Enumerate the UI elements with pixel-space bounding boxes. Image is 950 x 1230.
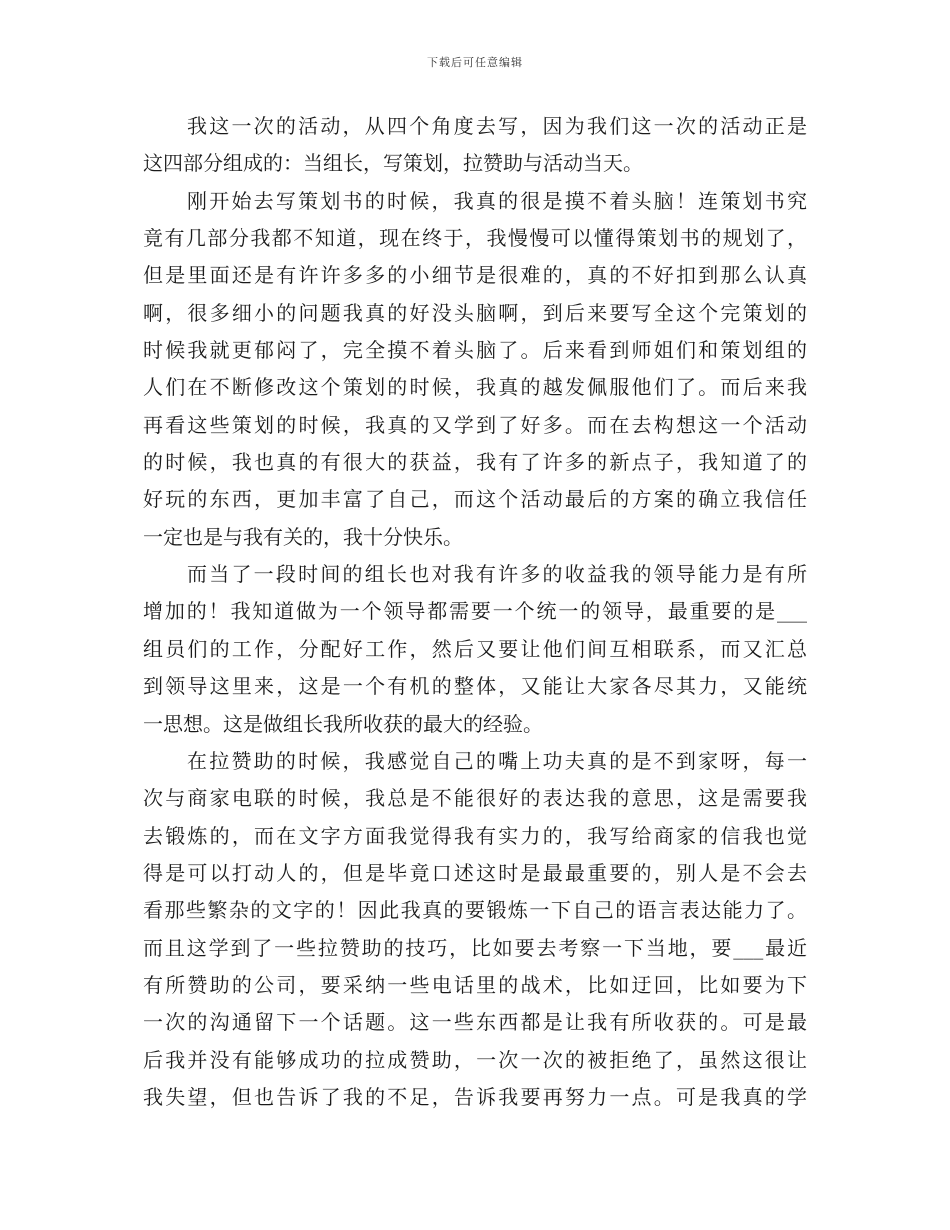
- text-line: 再看这些策划的时候，我真的又学到了好多。而在去构想这一个活动: [143, 412, 807, 437]
- text-line: 后我并没有能够成功的拉成赞助，一次一次的被拒绝了，虽然这很让: [143, 1047, 807, 1072]
- text-line: 而当了一段时间的组长也对我有许多的收益我的领导能力是有所: [187, 562, 807, 587]
- text-line: 一思想。这是做组长我所收获的最大的经验。: [143, 711, 543, 736]
- text-line: 啊，很多细小的问题我真的好没头脑啊，到后来要写全这个完策划的: [143, 300, 807, 325]
- body-text: [143, 108, 807, 1116]
- text-line: 看那些繁杂的文字的！因此我真的要锻炼一下自己的语言表达能力了。: [143, 898, 807, 923]
- page-header: 下载后可任意编辑: [427, 56, 523, 69]
- text-line: 次与商家电联的时候，我总是不能很好的表达我的意思，这是需要我: [143, 786, 807, 811]
- text-line: 有所赞助的公司，要采纳一些电话里的战术，比如迂回，比如要为下: [143, 972, 807, 997]
- text-line: 一定也是与我有关的，我十分快乐。: [143, 524, 463, 549]
- text-line: 竟有几部分我都不知道，现在终于，我慢慢可以懂得策划书的规划了，: [143, 226, 807, 251]
- text-line: 我这一次的活动，从四个角度去写，因为我们这一次的活动正是: [187, 114, 807, 138]
- text-line: 时候我就更郁闷了，完全摸不着头脑了。后来看到师姐们和策划组的: [143, 338, 807, 363]
- text-line: 一次的沟通留下一个话题。这一些东西都是让我有所收获的。可是最: [143, 1010, 807, 1035]
- text-line: 增加的！我知道做为一个领导都需要一个统一的领导，最重要的是___: [143, 599, 807, 624]
- text-line: 这四部分组成的：当组长，写策划，拉赞助与活动当天。: [143, 151, 643, 176]
- text-line: 我失望，但也告诉了我的不足，告诉我要再努力一点。可是我真的学: [143, 1084, 807, 1109]
- text-line: 在拉赞助的时候，我感觉自己的嘴上功夫真的是不到家呀，每一: [187, 748, 807, 773]
- text-line: 去锻炼的，而在文字方面我觉得我有实力的，我写给商家的信我也觉: [143, 823, 807, 848]
- text-line: 但是里面还是有许许多多的小细节是很难的，真的不好扣到那么认真: [143, 263, 807, 288]
- text-line: 得是可以打动人的，但是毕竟口述这时是最最重要的，别人是不会去: [143, 860, 807, 885]
- text-line: 好玩的东西，更加丰富了自己，而这个活动最后的方案的确立我信任: [143, 487, 807, 512]
- text-line: 刚开始去写策划书的时候，我真的很是摸不着头脑！连策划书究: [187, 188, 807, 213]
- text-line: 人们在不断修改这个策划的时候，我真的越发佩服他们了。而后来我: [143, 375, 807, 400]
- text-line: 的时候，我也真的有很大的获益，我有了许多的新点子，我知道了的: [143, 450, 807, 475]
- text-line: 组员们的工作，分配好工作，然后又要让他们间互相联系，而又汇总: [143, 636, 807, 661]
- text-line: 而且这学到了一些拉赞助的技巧，比如要去考察一下当地，要___最近: [143, 935, 807, 960]
- text-line: 到领导这里来，这是一个有机的整体，又能让大家各尽其力，又能统: [143, 674, 807, 699]
